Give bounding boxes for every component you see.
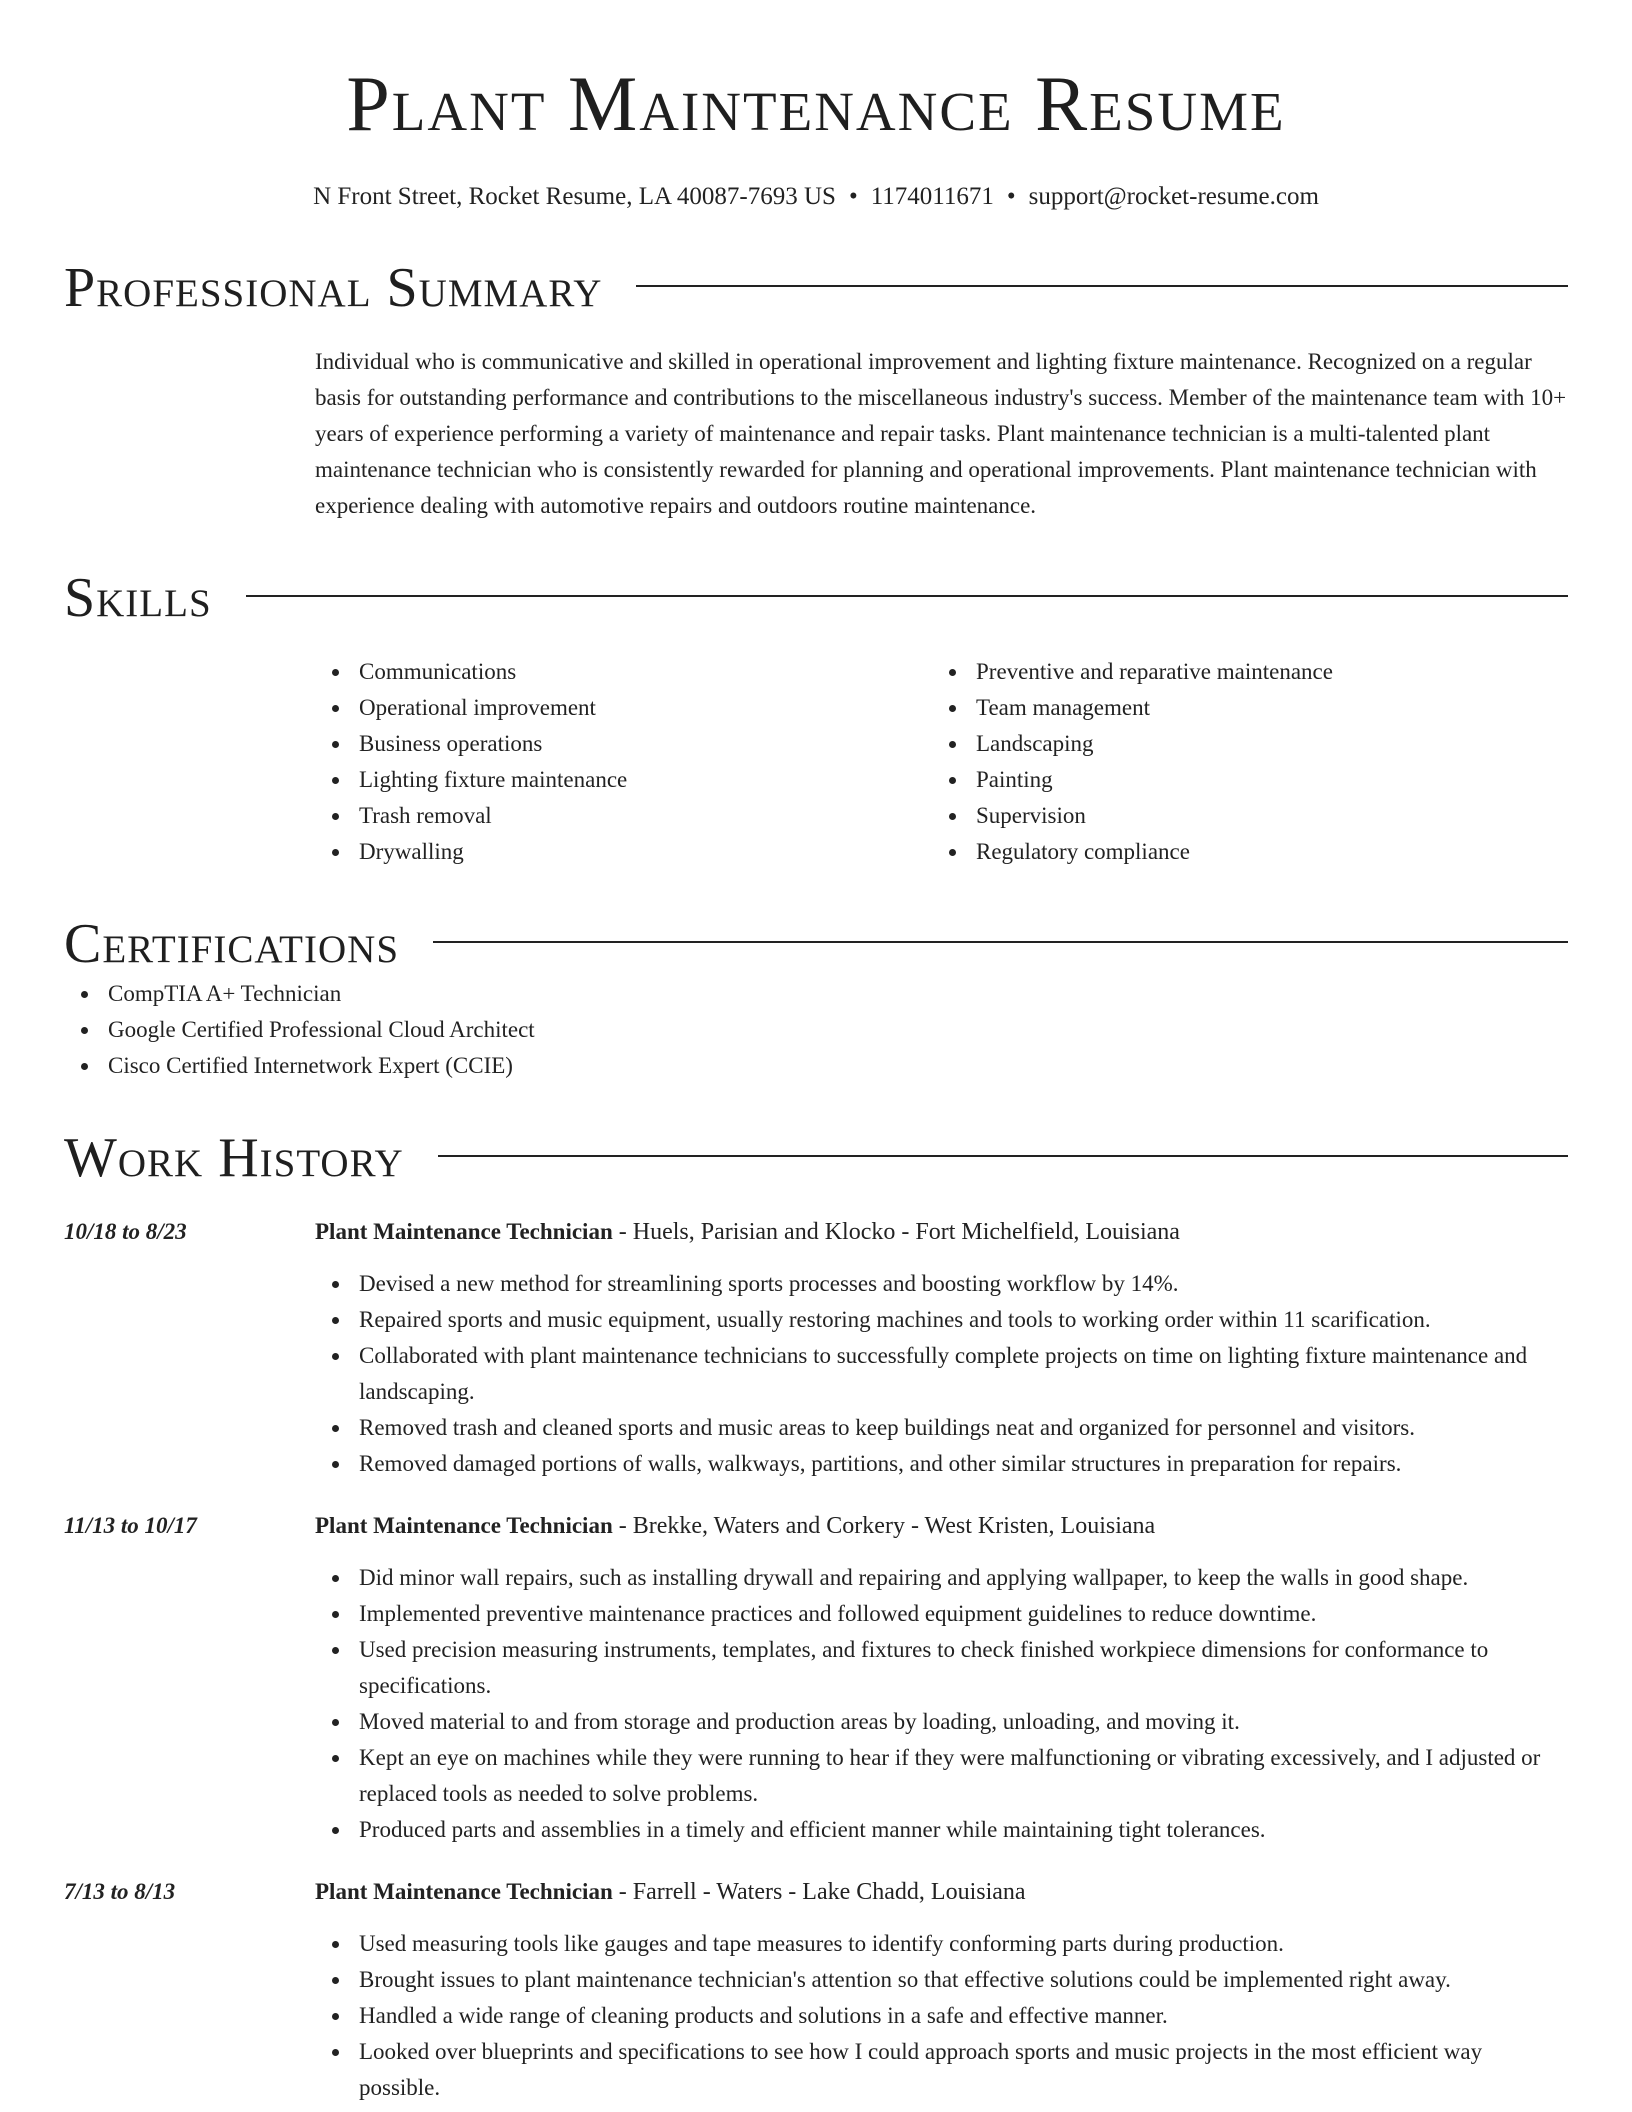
certifications-list — [64, 976, 1568, 1084]
skill-item: Operational improvement — [315, 690, 932, 726]
job-bullet: Devised a new method for streamlining sports processes and boosting workflow by 14%. — [315, 1266, 1568, 1302]
job-bullet: Handled a wide range of cleaning products and solutions in a safe and effective manner. — [315, 1998, 1568, 2034]
skill-item: Team management — [932, 690, 1549, 726]
skill-item: Business operations — [315, 726, 932, 762]
skill-item: Supervision — [932, 798, 1549, 834]
job-bullet: Repaired sports and music equipment, usually restoring machines and tools to working order within 11 scarification. — [315, 1302, 1568, 1338]
section-divider — [246, 595, 1568, 597]
job-bullet: Kept an eye on machines while they were running to hear if they were malfunctioning or vibrating excessively, and I adjusted or replaced tools as needed to solve problems. — [315, 1740, 1568, 1812]
job-body — [315, 1874, 1568, 2106]
job-bullets — [315, 1926, 1568, 2106]
job-body — [315, 1214, 1568, 1482]
contact-phone: 1174011671 — [870, 183, 994, 210]
certification-item: Cisco Certified Internetwork Expert (CCIE) — [64, 1048, 1568, 1084]
section-heading: Skills — [64, 567, 212, 629]
certification-item: CompTIA A+ Technician — [64, 976, 1568, 1012]
skills-column-right — [932, 654, 1549, 870]
skills-grid — [315, 654, 1568, 870]
job-entry — [64, 1508, 1568, 1848]
job-title-line — [315, 1874, 1568, 1910]
skills-section-header — [64, 566, 1568, 630]
contact-address: N Front Street, Rocket Resume, LA 40087-7693 US — [313, 183, 836, 210]
job-bullet: Used precision measuring instruments, templates, and fixtures to check finished workpiece dimensions for conformance to specifications. — [315, 1632, 1568, 1704]
certification-item: Google Certified Professional Cloud Architect — [64, 1012, 1568, 1048]
job-bullet: Removed damaged portions of walls, walkways, partitions, and other similar structures in preparation for repairs. — [315, 1446, 1568, 1482]
job-dates: 7/13 to 8/13 — [64, 1879, 176, 1904]
skill-item: Trash removal — [315, 798, 932, 834]
certifications-section-header — [64, 912, 1568, 976]
contact-email: support@rocket-resume.com — [1028, 183, 1319, 210]
skill-item: Lighting fixture maintenance — [315, 762, 932, 798]
job-bullets — [315, 1560, 1568, 1848]
contact-separator: • — [848, 183, 858, 210]
contact-separator: • — [1006, 183, 1016, 210]
job-bullet: Collaborated with plant maintenance technicians to successfully complete projects on time on lighting fixture maintenance and landscaping. — [315, 1338, 1568, 1410]
job-bullet: Did minor wall repairs, such as installing drywall and repairing and applying wallpaper, to keep the walls in good shape. — [315, 1560, 1568, 1596]
section-divider — [433, 941, 1568, 943]
skill-item: Preventive and reparative maintenance — [932, 654, 1549, 690]
resume-title: Plant Maintenance Resume — [346, 60, 1286, 147]
job-employer-location: - Huels, Parisian and Klocko - Fort Michelfield, Louisiana — [612, 1219, 1180, 1245]
skill-item: Communications — [315, 654, 932, 690]
job-bullet: Produced parts and assemblies in a timely and efficient manner while maintaining tight tolerances. — [315, 1812, 1568, 1848]
job-title-line — [315, 1508, 1568, 1544]
job-dates: 10/18 to 8/23 — [64, 1219, 187, 1244]
job-title-line — [315, 1214, 1568, 1250]
job-bullets — [315, 1266, 1568, 1482]
job-dates: 11/13 to 10/17 — [64, 1513, 197, 1538]
job-role: Plant Maintenance Technician — [315, 1879, 613, 1904]
summary-section-header — [64, 256, 1568, 320]
job-employer-location: - Brekke, Waters and Corkery - West Kristen, Louisiana — [612, 1513, 1156, 1539]
skill-item: Drywalling — [315, 834, 932, 870]
section-divider — [636, 285, 1568, 287]
skill-item: Painting — [932, 762, 1549, 798]
section-heading: Professional Summary — [64, 257, 603, 319]
job-role: Plant Maintenance Technician — [315, 1219, 613, 1244]
resume-page — [64, 0, 1568, 2106]
work-history-section-header — [64, 1126, 1568, 1190]
section-heading: Work History — [64, 1127, 404, 1189]
work-history-list — [64, 1214, 1568, 2106]
job-bullet: Looked over blueprints and specifications to see how I could approach sports and music projects in the most efficient way possible. — [315, 2034, 1568, 2106]
contact-line — [64, 180, 1568, 214]
summary-text: Individual who is communicative and skilled in operational improvement and lighting fixture maintenance. Recognized on a regular basis for outstanding performance and contributions to the miscellaneous industry's success. Member of the maintenance team with 10+ years of experience performing a variety of maintenance and repair tasks. Plant maintenance technician is a multi-talented plant maintenance technician who is consistently rewarded for planning and operational improvements. Plant maintenance technician with experience dealing with automotive repairs and outdoors routine maintenance. — [315, 349, 1567, 518]
job-bullet: Removed trash and cleaned sports and music areas to keep buildings neat and organized for personnel and visitors. — [315, 1410, 1568, 1446]
job-bullet: Implemented preventive maintenance practices and followed equipment guidelines to reduce downtime. — [315, 1596, 1568, 1632]
job-entry — [64, 1874, 1568, 2106]
job-bullet: Brought issues to plant maintenance technician's attention so that effective solutions could be implemented right away. — [315, 1962, 1568, 1998]
job-bullet: Used measuring tools like gauges and tape measures to identify conforming parts during production. — [315, 1926, 1568, 1962]
job-bullet: Moved material to and from storage and production areas by loading, unloading, and moving it. — [315, 1704, 1568, 1740]
skills-column-left — [315, 654, 932, 870]
job-body — [315, 1508, 1568, 1848]
job-role: Plant Maintenance Technician — [315, 1513, 613, 1538]
section-heading: Certifications — [64, 913, 400, 975]
job-employer-location: - Farrell - Waters - Lake Chadd, Louisiana — [612, 1879, 1026, 1905]
skill-item: Landscaping — [932, 726, 1549, 762]
section-divider — [438, 1155, 1568, 1157]
skill-item: Regulatory compliance — [932, 834, 1549, 870]
job-entry — [64, 1214, 1568, 1482]
